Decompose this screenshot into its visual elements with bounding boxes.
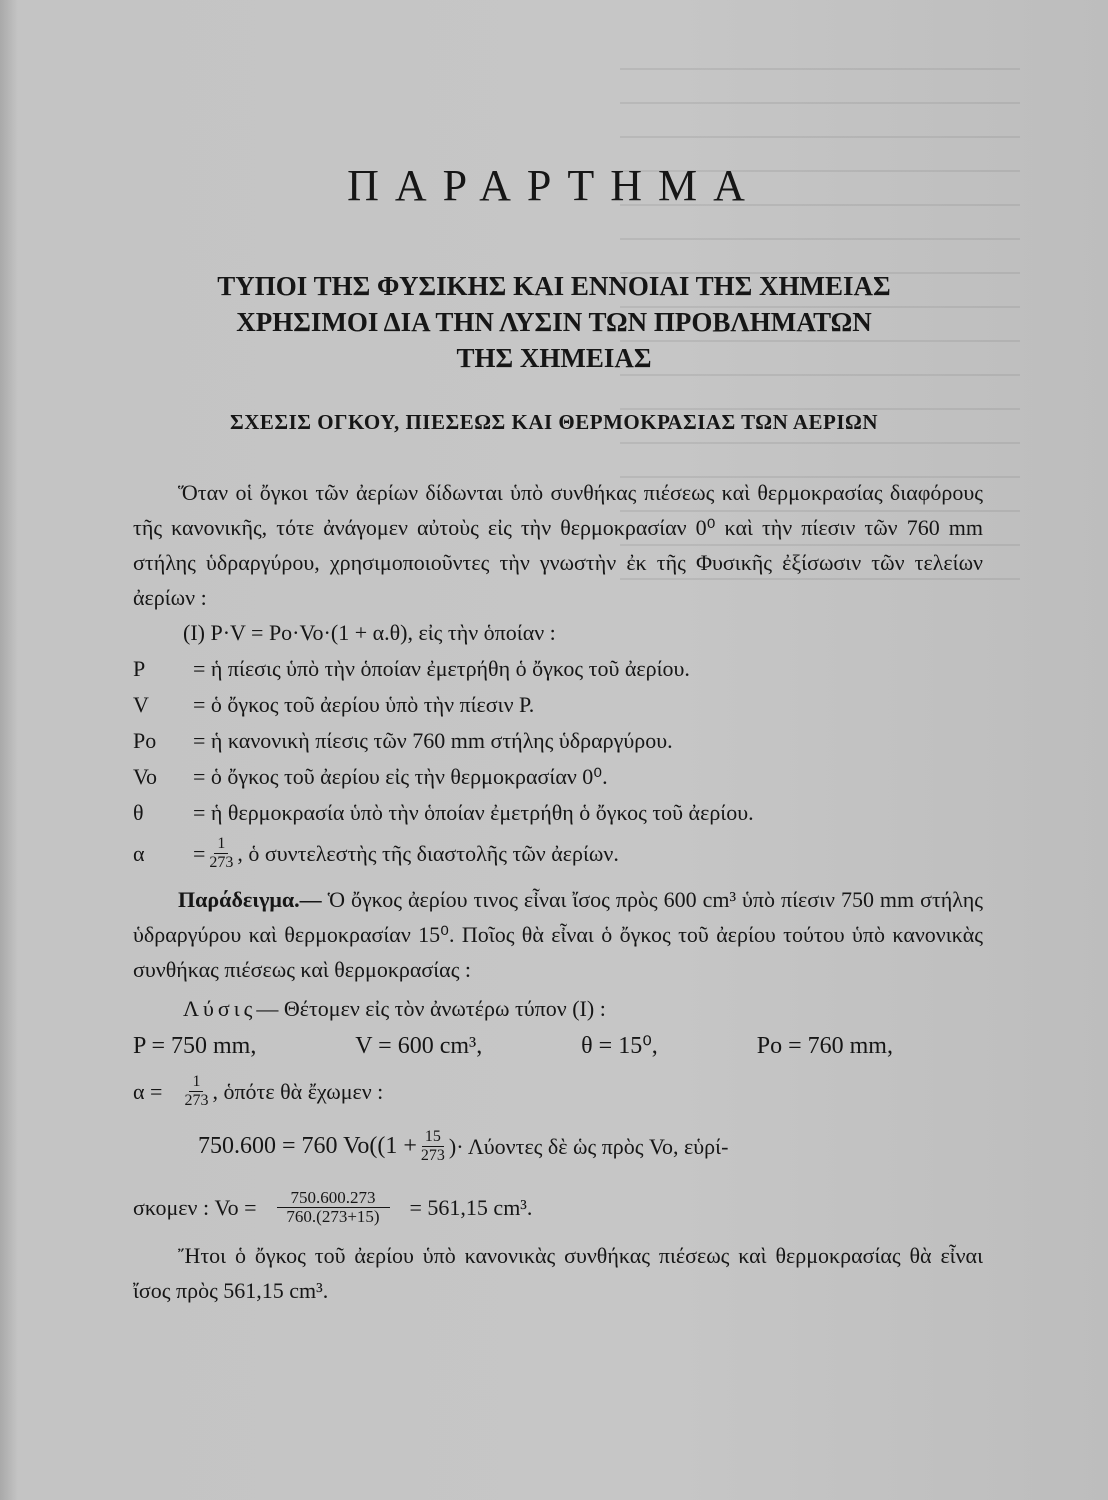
example-paragraph	[133, 882, 983, 987]
definition-symbol: α	[133, 840, 145, 866]
main-title-line-3: ΤΗΣ ΧΗΜΕΙΑΣ	[456, 343, 652, 373]
fraction-numerator: 1	[214, 835, 228, 854]
definition-text: = ἡ κανονικὴ πίεσις τῶν 760 mm στήλης ὑδραργύρου.	[193, 727, 673, 753]
definition-row	[133, 650, 983, 686]
definition-symbol: Vo	[133, 763, 158, 789]
alpha-definition-row	[133, 830, 983, 876]
definition-text: = ἡ πίεσις ὑπὸ τὴν ὁποίαν ἐμετρήθη ὁ ὄγκος τοῦ ἀερίου.	[193, 655, 690, 681]
main-title-line-2: ΧΡΗΣΙΜΟΙ ΔΙΑ ΤΗΝ ΛΥΣΙΝ ΤΩΝ ΠΡΟΒΛΗΜΑΤΩΝ	[236, 307, 872, 337]
solution-text: — Θέτομεν εἰς τὸν ἀνωτέρω τύπον (I) :	[256, 996, 606, 1021]
given-value: V = 600 cm³,	[355, 1032, 483, 1059]
definition-row	[133, 758, 983, 794]
fraction-numerator: 15	[422, 1128, 444, 1147]
fraction-denominator: 273	[184, 1091, 209, 1109]
definition-symbol: V	[133, 691, 149, 717]
equation-fraction	[421, 1128, 445, 1165]
alpha-suffix: , ὁπότε θὰ ἔχωμεν :	[212, 1078, 384, 1104]
conclusion-paragraph: Ἤτοι ὁ ὄγκος τοῦ ἀερίου ὑπὸ κανονικὰς συνθήκας πιέσεως καὶ θερμοκρασίας θὰ εἶναι ἴσος πρὸς 561,15 cm³.	[133, 1243, 983, 1303]
definition-row	[133, 686, 983, 722]
result-fraction	[277, 1189, 390, 1226]
equation-line	[133, 1116, 983, 1176]
fraction-denominator: 273	[209, 853, 234, 871]
definition-row	[133, 722, 983, 758]
result-line	[133, 1176, 983, 1238]
body-text	[133, 475, 983, 1308]
fraction-numerator: 750.600.273	[277, 1189, 390, 1208]
result-prefix: σκομεν : Vo =	[133, 1194, 257, 1220]
alpha-value-fraction	[184, 1073, 208, 1110]
given-value: θ = 15⁰,	[581, 1032, 658, 1059]
alpha-value-line	[133, 1066, 983, 1116]
intro-paragraph: Ὅταν οἱ ὄγκοι τῶν ἀερίων δίδωνται ὑπὸ συνθήκας πιέσεως καὶ θερμοκρασίας διαφόρους τῆς κανονικῆς, τότε ἀνάγομεν αὐτοὺς εἰς τὴν θερμοκρασίαν 0⁰ καὶ τὴν πίεσιν τῶν 760 mm στήλης ὑδραργύρου, χρησιμοποιοῦντες τὴν γνωστὴν ἐκ τῆς Φυσικῆς ἐξίσωσιν τῶν τελείων ἀερίων :	[133, 480, 983, 610]
fraction-denominator: 760.(273+15)	[286, 1206, 380, 1226]
definition-row	[133, 794, 983, 830]
fraction-denominator: 273	[420, 1146, 445, 1164]
example-text: Ὁ ὄγκος ἀερίου τινος εἶναι ἴσος πρὸς 600 cm³ ὑπὸ πίεσιν 750 mm στήλης ὑδραργύρου καὶ θερμοκρασίαν 15⁰. Ποῖος θὰ εἶναι ὁ ὄγκος τοῦ ἀερίου τούτου ὑπὸ κανονικὰς συνθήκας πιέσεως καὶ θερμοκρασίας :	[133, 887, 983, 982]
alpha-equals: =	[193, 840, 206, 866]
equation-right: )· Λύοντες δὲ ὡς πρὸς Vo, εὑρί-	[448, 1133, 729, 1159]
equation-mid: (1 +	[377, 1132, 417, 1159]
definition-text: , ὁ συντελεστὴς τῆς διαστολῆς τῶν ἀερίων.	[237, 840, 619, 866]
fraction-numerator: 1	[189, 1073, 203, 1092]
solution-label: Λύσις	[183, 996, 257, 1021]
definition-symbol: Po	[133, 727, 157, 753]
definitions-list	[133, 650, 983, 876]
alpha-fraction	[209, 835, 233, 872]
part-title: ΠΑΡΑΡΤΗΜΑ	[347, 161, 761, 210]
given-values	[133, 1026, 893, 1066]
section-title: ΣΧΕΣΙΣ ΟΓΚΟΥ, ΠΙΕΣΕΩΣ ΚΑΙ ΘΕΡΜΟΚΡΑΣΙΑΣ ΤΩΝ ΑΕΡΙΩΝ	[229, 410, 879, 434]
definition-symbol: θ	[133, 799, 144, 825]
definition-text: = ὁ ὄγκος τοῦ ἀερίου εἰς τὴν θερμοκρασίαν 0⁰.	[193, 763, 608, 789]
example-label: Παράδειγμα.—	[178, 887, 322, 912]
definition-symbol: P	[133, 655, 146, 681]
solution-intro	[133, 991, 983, 1026]
gas-law-formula: (I) P·V = Po·Vo·(1 + α.θ), εἰς τὴν ὁποίαν :	[183, 620, 556, 645]
definition-text: = ὁ ὄγκος τοῦ ἀερίου ὑπὸ τὴν πίεσιν P.	[193, 691, 535, 717]
result-suffix: = 561,15 cm³.	[409, 1194, 533, 1220]
definition-text: = ἡ θερμοκρασία ὑπὸ τὴν ὁποίαν ἐμετρήθη ὁ ὄγκος τοῦ ἀερίου.	[193, 799, 754, 825]
main-title	[0, 268, 1108, 376]
main-title-line-1: ΤΥΠΟΙ ΤΗΣ ΦΥΣΙΚΗΣ ΚΑΙ ΕΝΝΟΙΑΙ ΤΗΣ ΧΗΜΕΙΑΣ	[217, 271, 891, 301]
given-value: P = 750 mm,	[133, 1032, 257, 1059]
equation-left: 750.600 = 760 Vo(	[198, 1132, 378, 1159]
given-value: Po = 760 mm,	[756, 1032, 893, 1059]
alpha-prefix: α =	[133, 1078, 163, 1104]
